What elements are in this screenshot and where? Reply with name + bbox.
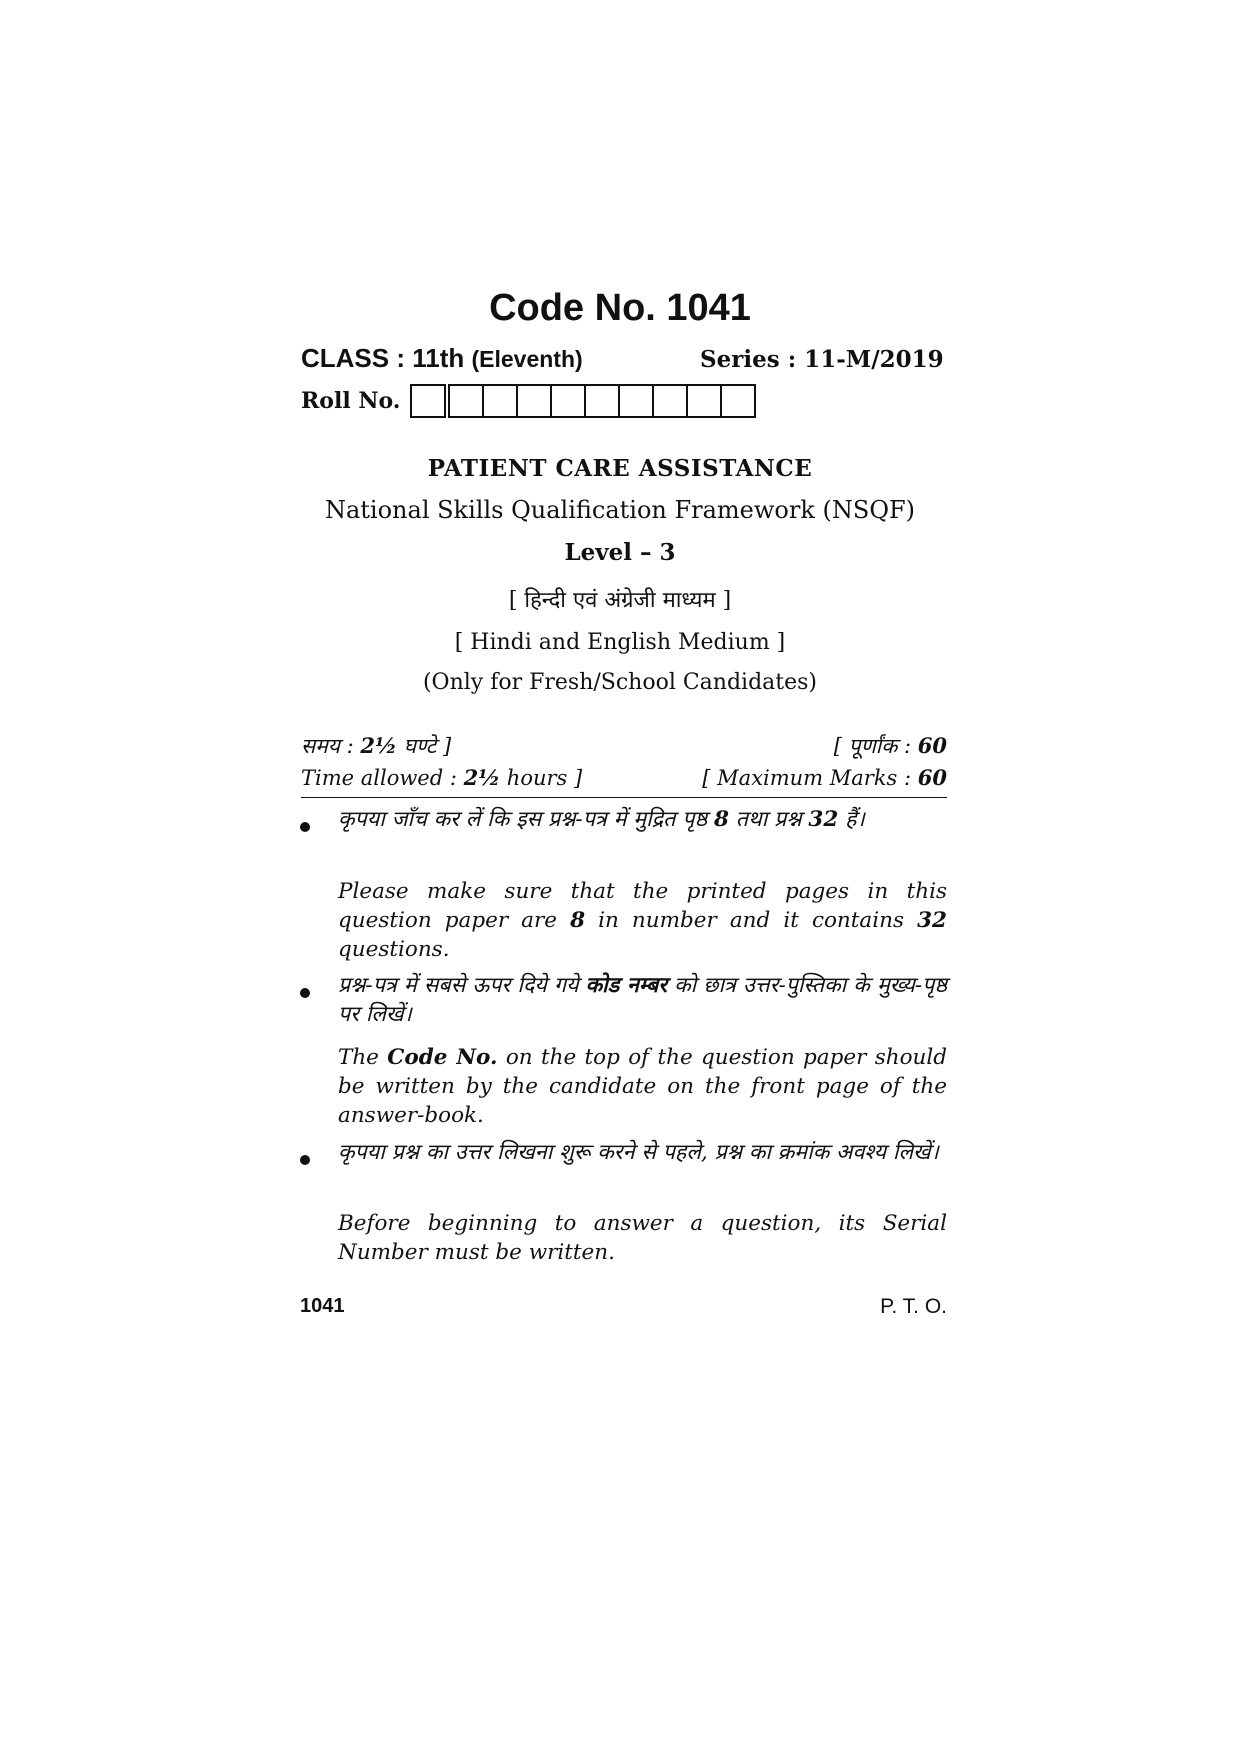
series-label: Series : 11-M/2019	[700, 346, 944, 373]
roll-number-boxes	[410, 384, 754, 418]
instruction-2-hindi-code: कोड नम्बर	[585, 973, 668, 998]
time-english-label: Time allowed :	[301, 766, 464, 790]
footer-pto: P. T. O.	[880, 1295, 947, 1318]
class-label	[301, 343, 583, 374]
roll-number-box	[618, 384, 654, 418]
instruction-1-hindi-text-2: तथा प्रश्न	[728, 807, 809, 832]
instruction-1-hindi-text-3: हैं।	[838, 807, 865, 832]
candidates-line: (Only for Fresh/School Candidates)	[422, 670, 818, 695]
roll-number-box	[448, 384, 484, 418]
class-paren-text: (Eleventh)	[471, 346, 583, 372]
bullet-icon	[300, 822, 310, 832]
roll-number-label: Roll No.	[301, 388, 401, 414]
instruction-1-english-pages: 8	[570, 908, 586, 933]
roll-number-box	[482, 384, 518, 418]
time-hindi-label: समय :	[301, 734, 361, 758]
instruction-2-english-code: Code No.	[387, 1045, 498, 1070]
medium-english-line: [ Hindi and English Medium ]	[454, 630, 786, 655]
marks-english-value: 60	[917, 765, 947, 790]
marks-hindi	[834, 732, 947, 760]
code-number-title: Code No. 1041	[489, 287, 751, 329]
roll-number-box	[686, 384, 722, 418]
marks-hindi-value: 60	[917, 733, 947, 758]
time-hindi-unit: घण्टे ]	[396, 734, 452, 758]
marks-english	[702, 765, 947, 790]
instruction-1-english-text: Please make sure that the printed pages in this question paper are	[338, 879, 947, 933]
time-hindi	[301, 732, 451, 760]
roll-number-box	[720, 384, 756, 418]
marks-hindi-label: [ पूर्णांक :	[833, 734, 918, 758]
instruction-1-hindi-questions: 32	[808, 807, 839, 832]
time-english	[301, 765, 582, 790]
instruction-1-english-questions: 32	[917, 908, 947, 933]
roll-number-box	[652, 384, 688, 418]
class-text: CLASS : 11th	[301, 343, 465, 373]
level-line: Level – 3	[564, 539, 676, 566]
subject-title: PATIENT CARE ASSISTANCE	[427, 455, 813, 482]
roll-number-row	[301, 382, 754, 420]
time-hindi-value: 2½	[360, 733, 397, 758]
instruction-1-english-text-2: in number and it contains	[585, 908, 918, 933]
time-english-unit: hours ]	[500, 766, 583, 790]
instruction-2-hindi-text-2: को छात्र उत्तर-पुस्तिका के मुख्य-पृष्ठ पर लिखें।	[338, 973, 947, 1027]
framework-line: National Skills Qualification Framework (NSQF)	[324, 496, 916, 524]
instruction-3-english: Before beginning to answer a question, its Serial Number must be written.	[338, 1211, 947, 1265]
roll-number-box	[550, 384, 586, 418]
header-divider	[301, 797, 947, 798]
time-english-value: 2½	[463, 765, 501, 790]
instruction-2-hindi	[338, 971, 947, 1029]
footer-code-number: 1041	[300, 1295, 345, 1317]
bullet-icon	[300, 988, 310, 998]
instruction-3-hindi: कृपया प्रश्न का उत्तर लिखना शुरू करने से पहले, प्रश्न का क्रमांक अवश्य लिखें।	[338, 1140, 939, 1165]
instruction-2-english-text-2: on the top of the question paper should be written by the candidate on the front page of the answer-book.	[338, 1045, 948, 1128]
medium-hindi-line: [ हिन्दी एवं अंग्रेजी माध्यम ]	[508, 588, 732, 613]
instruction-1-hindi	[338, 805, 947, 834]
instruction-1-english	[338, 877, 947, 964]
roll-number-box	[410, 384, 446, 418]
instruction-2-english	[338, 1043, 947, 1130]
bullet-icon	[300, 1155, 310, 1165]
instruction-2-hindi-text: प्रश्न-पत्र में सबसे ऊपर दिये गये	[338, 973, 586, 998]
instruction-2-english-text: The	[338, 1045, 388, 1070]
roll-number-box	[584, 384, 620, 418]
instruction-1-hindi-pages: 8	[713, 807, 729, 832]
roll-number-box	[516, 384, 552, 418]
instruction-1-hindi-text: कृपया जाँच कर लें कि इस प्रश्न-पत्र में मुद्रित पृष्ठ	[338, 807, 714, 832]
instruction-1-english-text-3: questions.	[338, 937, 450, 962]
marks-english-label: [ Maximum Marks :	[702, 766, 918, 790]
